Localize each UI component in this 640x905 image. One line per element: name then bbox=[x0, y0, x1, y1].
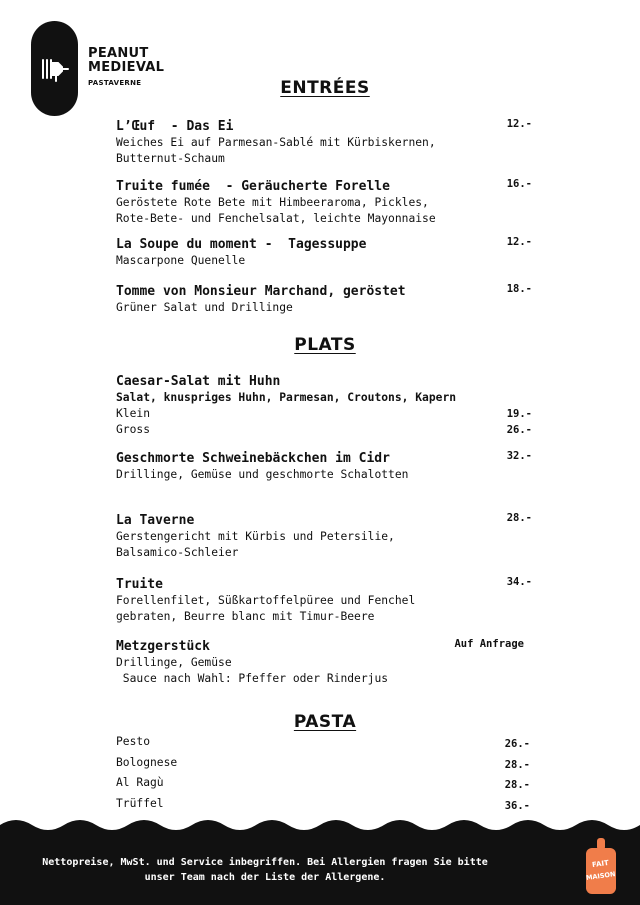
item-price: 18.- bbox=[506, 283, 532, 295]
item-name: Trüffel bbox=[116, 796, 164, 810]
item-name: La Taverne bbox=[116, 513, 195, 528]
item-name: Truite fumée - Geräucherte Forelle bbox=[116, 179, 390, 194]
brand-line-1: PEANUT bbox=[88, 46, 149, 61]
size-label: Klein bbox=[116, 407, 151, 420]
item-name: La Soupe du moment - Tagessuppe bbox=[116, 237, 367, 252]
item-price: 16.- bbox=[506, 178, 532, 190]
size-option-large bbox=[116, 422, 536, 438]
item-price: 12.- bbox=[506, 118, 532, 130]
section-heading-entrees: ENTRÉES bbox=[280, 78, 370, 98]
item-description: Drillinge, Gemüse und geschmorte Schalotten bbox=[116, 468, 409, 481]
menu-item bbox=[116, 283, 536, 316]
menu-item bbox=[116, 512, 536, 561]
brand-logo-mark bbox=[31, 21, 78, 116]
badge-text-line2: MAISON bbox=[585, 870, 616, 883]
item-price: Auf Anfrage bbox=[454, 638, 524, 650]
item-price: 28.- bbox=[506, 512, 532, 524]
item-name: Caesar-Salat mit Huhn bbox=[116, 374, 281, 389]
menu-item bbox=[116, 178, 536, 227]
item-name: Bolognese bbox=[116, 755, 178, 769]
menu-item bbox=[116, 450, 536, 483]
size-option-small bbox=[116, 406, 536, 422]
item-name: Truite bbox=[116, 577, 163, 592]
menu-item bbox=[116, 236, 536, 269]
item-name: Pesto bbox=[116, 735, 151, 748]
item-description: Gerstengericht mit Kürbis und Petersilie, bbox=[116, 530, 395, 543]
footer-line-1: Nettopreise, MwSt. und Service inbegriffen. Bei Allergien fragen Sie bitte bbox=[42, 857, 488, 868]
fait-maison-badge bbox=[584, 838, 618, 896]
menu-item bbox=[116, 118, 536, 167]
badge-text: FAIT bbox=[591, 858, 610, 870]
footer-notice bbox=[0, 855, 530, 885]
item-description: Drillinge, Gemüse bbox=[116, 656, 232, 669]
item-name: Tomme von Monsieur Marchand, geröstet bbox=[116, 284, 406, 299]
list-item bbox=[116, 797, 536, 818]
item-name: Metzgerstück bbox=[116, 639, 210, 654]
item-description: gebraten, Beurre blanc mit Timur-Beere bbox=[116, 610, 375, 623]
item-description: Grüner Salat und Drillinge bbox=[116, 301, 293, 314]
menu-item bbox=[116, 638, 536, 687]
item-name: L’Œuf - Das Ei bbox=[116, 119, 234, 134]
item-description: Balsamico-Schleier bbox=[116, 546, 239, 559]
list-item bbox=[116, 735, 536, 756]
item-price: 19.- bbox=[506, 408, 532, 420]
item-description: Geröstete Rote Bete mit Himbeeraroma, Pickles, bbox=[116, 196, 429, 209]
item-price: 28.- bbox=[504, 779, 530, 791]
section-heading-pasta: PASTA bbox=[293, 712, 357, 732]
list-item bbox=[116, 756, 536, 777]
item-price: 28.- bbox=[504, 758, 530, 771]
item-price: 36.- bbox=[504, 799, 530, 812]
footer-line-2: unser Team nach der Liste der Allergene. bbox=[144, 872, 386, 883]
item-price: 12.- bbox=[506, 236, 532, 248]
item-description: Butternut-Schaum bbox=[116, 152, 225, 165]
item-description: Forellenfilet, Süßkartoffelpüree und Fenchel bbox=[116, 594, 416, 607]
menu-item-caesar bbox=[116, 373, 536, 438]
list-item bbox=[116, 776, 536, 797]
pasta-list bbox=[116, 735, 536, 817]
menu-item bbox=[116, 576, 536, 625]
item-description: Sauce nach Wahl: Pfeffer oder Rinderjus bbox=[116, 672, 389, 685]
item-name: Al Ragù bbox=[116, 776, 164, 789]
item-description: Mascarpone Quenelle bbox=[116, 254, 246, 267]
item-name: Geschmorte Schweinebäckchen im Cidr bbox=[116, 451, 390, 466]
item-price: 32.- bbox=[506, 450, 532, 462]
brand-line-2: MEDIEVAL bbox=[88, 60, 165, 75]
item-price: 34.- bbox=[506, 576, 532, 588]
size-label: Gross bbox=[116, 423, 151, 436]
section-heading-plats: PLATS bbox=[294, 335, 356, 355]
item-description: Weiches Ei auf Parmesan-Sablé mit Kürbiskernen, bbox=[116, 136, 436, 149]
item-description: Salat, knuspriges Huhn, Parmesan, Croutons, Kapern bbox=[116, 391, 457, 404]
item-price: 26.- bbox=[506, 424, 532, 436]
item-price: 26.- bbox=[504, 738, 530, 750]
brand-tagline: PASTAVERNE bbox=[88, 79, 142, 87]
item-description: Rote-Bete- und Fenchelsalat, leichte Mayonnaise bbox=[116, 212, 436, 225]
